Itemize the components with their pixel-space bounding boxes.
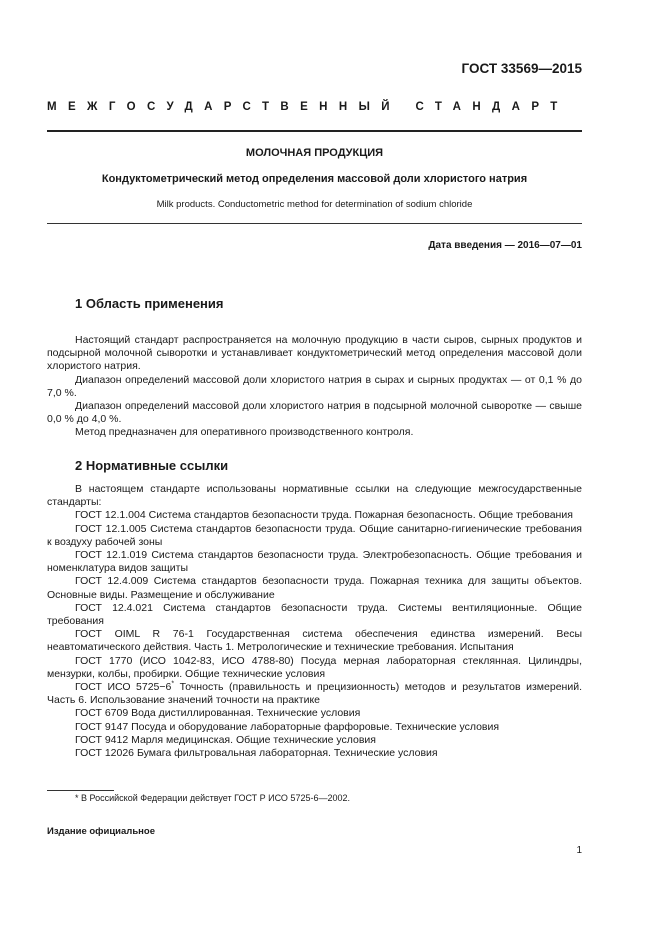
section-2-intro: В настоящем стандарте использованы нормативные ссылки на следующие межгосударственные стандарты: bbox=[47, 483, 582, 509]
section-1-paragraph: Диапазон определений массовой доли хлористого натрия в подсырной молочной сыворотке — свыше 0,0 % до 4,0 %. bbox=[47, 400, 582, 426]
footnote: * В Российской Федерации действует ГОСТ Р ИСО 5725-6—2002. bbox=[75, 793, 350, 803]
normative-reference: ГОСТ 12.1.005 Система стандартов безопасности труда. Общие санитарно-гигиенические требования к воздуху рабочей зоны bbox=[47, 522, 582, 548]
footnote-divider bbox=[47, 790, 114, 791]
normative-reference: ГОСТ 12.1.019 Система стандартов безопасности труда. Электробезопасность. Общие требования и номенклатура видов защиты bbox=[47, 549, 582, 575]
introduction-date: Дата введения — 2016—07—01 bbox=[428, 240, 582, 251]
section-1-heading: 1 Область применения bbox=[75, 296, 224, 311]
document-title: МОЛОЧНАЯ ПРОДУКЦИЯ bbox=[245, 147, 384, 159]
standard-code: ГОСТ 33569—2015 bbox=[461, 61, 582, 76]
iso-ref-text: Точность (правильность и прецизионность) методов и результатов измерений. Часть 6. Использование значений точности на практике bbox=[47, 681, 582, 707]
section-1-paragraph: Диапазон определений массовой доли хлористого натрия в сырах и сырных продуктах — от 0,1 % до 7,0 %. bbox=[47, 373, 582, 399]
section-1-paragraph: Метод предназначен для оперативного производственного контроля. bbox=[75, 426, 414, 439]
normative-reference: ГОСТ 12026 Бумага фильтровальная лабораторная. Технические условия bbox=[75, 747, 438, 760]
section-1-paragraph: Настоящий стандарт распространяется на молочную продукцию в части сыров, сырных продуктов и подсырной молочной сыворотки и устанавливает кондуктометрический метод определения массовой доли хлористого натрия. bbox=[47, 334, 582, 373]
normative-reference: ГОСТ 12.1.004 Система стандартов безопасности труда. Пожарная безопасность. Общие требования bbox=[75, 509, 573, 522]
normative-reference: ГОСТ 9147 Посуда и оборудование лабораторные фарфоровые. Технические условия bbox=[75, 720, 500, 733]
section-1-body bbox=[47, 334, 582, 440]
footnote-mark: * bbox=[171, 680, 175, 688]
normative-reference: ГОСТ 12.4.021 Система стандартов безопасности труда. Системы вентиляционные. Общие требования bbox=[47, 601, 582, 628]
section-2-heading: 2 Нормативные ссылки bbox=[75, 458, 229, 473]
normative-reference-iso bbox=[47, 681, 582, 707]
interstate-standard-label: МЕЖГОСУДАРСТВЕННЫЙ СТАНДАРТ bbox=[47, 101, 569, 113]
normative-reference: ГОСТ 9412 Марля медицинская. Общие технические условия bbox=[75, 733, 376, 746]
section-2-body bbox=[47, 483, 582, 760]
iso-ref-code: ГОСТ ИСО 5725−6 bbox=[75, 681, 172, 694]
normative-reference: ГОСТ OIML R 76-1 Государственная система обеспечения единства измерений. Весы неавтоматического действия. Часть 1. Метрологические и технические требования. Испытания bbox=[47, 628, 582, 654]
english-title: Milk products. Conductometric method for determination of sodium chloride bbox=[156, 199, 473, 210]
normative-reference: ГОСТ 6709 Вода дистиллированная. Технические условия bbox=[75, 707, 361, 720]
title-divider bbox=[47, 223, 582, 224]
document-subtitle: Кондуктометрический метод определения массовой доли хлористого натрия bbox=[101, 173, 528, 185]
normative-reference: ГОСТ 12.4.009 Система стандартов безопасности труда. Пожарная техника для защиты объектов. Основные виды. Размещение и обслуживание bbox=[47, 575, 582, 601]
normative-reference: ГОСТ 1770 (ИСО 1042-83, ИСО 4788-80) Посуда мерная лабораторная стеклянная. Цилиндры, мензурки, колбы, пробирки. Общие технические условия bbox=[47, 654, 582, 680]
page-number: 1 bbox=[576, 845, 582, 856]
official-edition-label: Издание официальное bbox=[47, 826, 155, 837]
header-divider bbox=[47, 130, 582, 132]
